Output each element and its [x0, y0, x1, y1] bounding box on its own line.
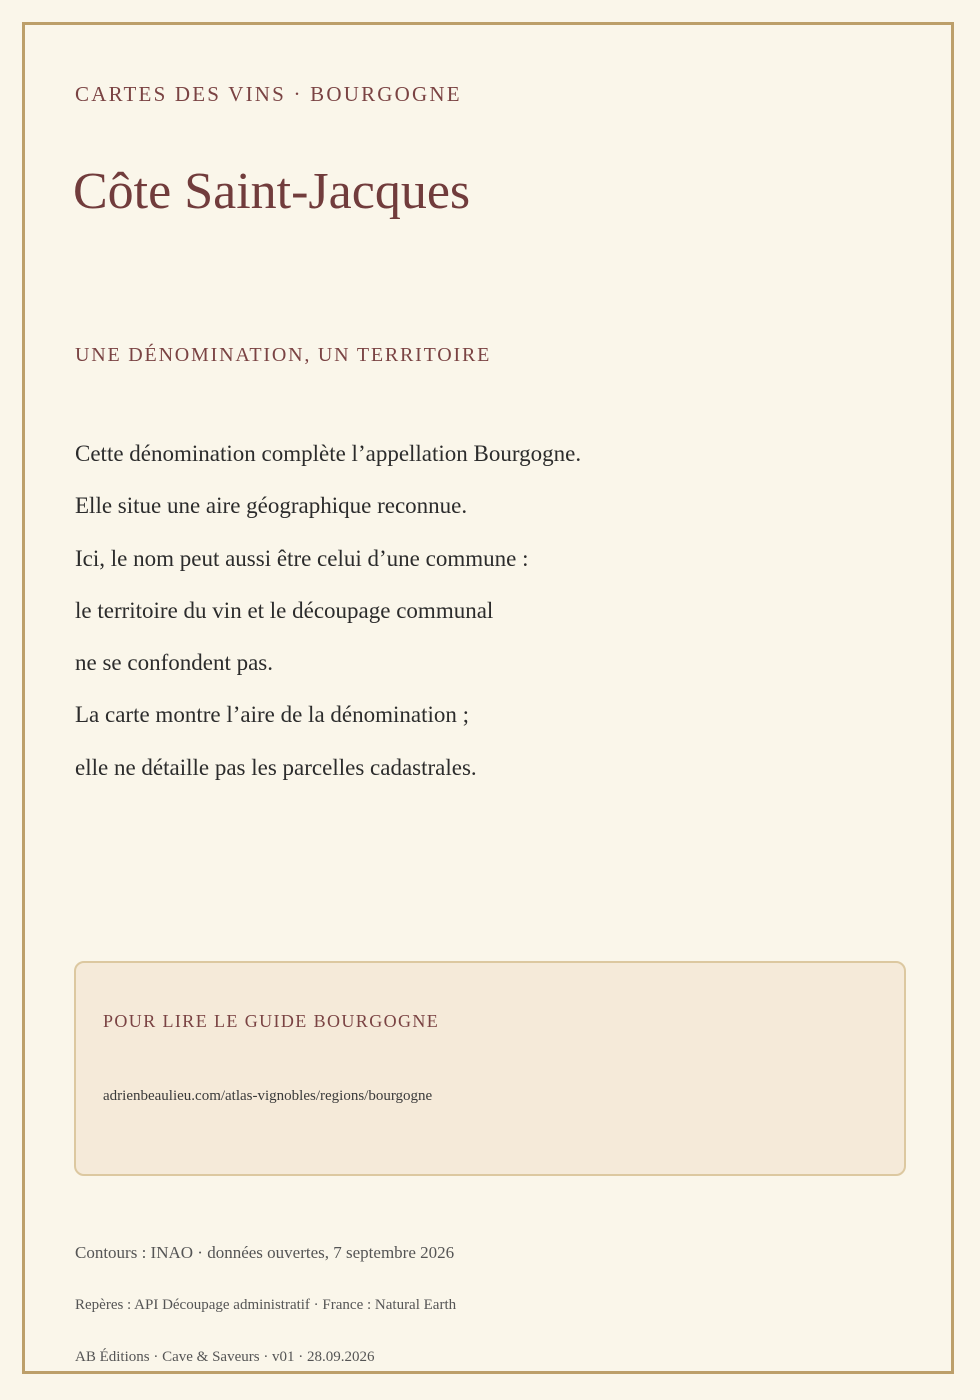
body-line: elle ne détaille pas les parcelles cadastrales.	[75, 754, 477, 780]
footer-contours: Contours : INAO · données ouvertes, 7 septembre 2026	[75, 1243, 455, 1262]
footer-edition: AB Éditions · Cave & Saveurs · v01 · 28.09.2026	[75, 1349, 375, 1365]
body-text	[75, 428, 581, 794]
page-title: Côte Saint-Jacques	[73, 163, 471, 220]
guide-label: POUR LIRE LE GUIDE BOURGOGNE	[103, 1011, 440, 1031]
body-line: Ici, le nom peut aussi être celui d’une commune :	[75, 545, 529, 571]
guide-box	[74, 961, 906, 1176]
body-line: le territoire du vin et le découpage communal	[75, 597, 494, 623]
footer-reperes: Repères : API Découpage administratif · France : Natural Earth	[75, 1297, 457, 1313]
eyebrow-label: CARTES DES VINS · BOURGOGNE	[75, 82, 462, 106]
guide-url-link[interactable]: adrienbeaulieu.com/atlas-vignobles/regions/bourgogne	[103, 1088, 433, 1104]
body-line: La carte montre l’aire de la dénomination ;	[75, 702, 470, 728]
body-line: Elle situe une aire géographique reconnue.	[75, 493, 468, 519]
body-line: ne se confondent pas.	[75, 650, 273, 676]
section-heading: UNE DÉNOMINATION, UN TERRITOIRE	[75, 344, 492, 366]
body-line: Cette dénomination complète l’appellation Bourgogne.	[75, 441, 582, 466]
